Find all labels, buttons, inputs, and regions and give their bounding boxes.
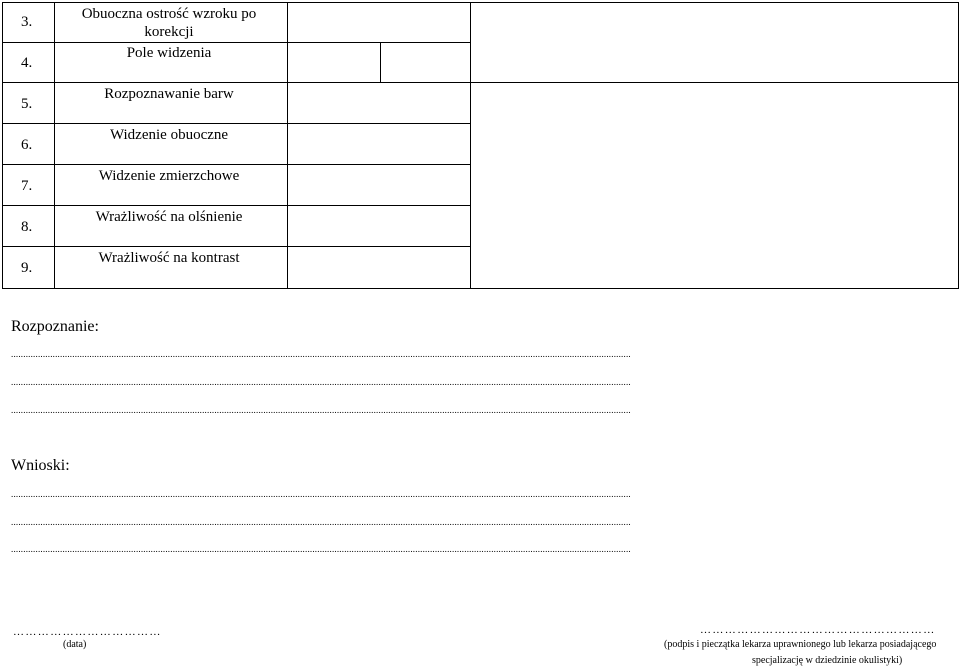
exam-label: Wrażliwość na kontrast xyxy=(98,250,240,266)
signature-label-continued: specjalizację w dziedzinie okulistyki) xyxy=(752,655,903,666)
row-number: 9. xyxy=(21,260,33,276)
conclusions-line[interactable]: ............................................................................................................................................................................................................................................................. xyxy=(11,489,631,499)
row-number: 7. xyxy=(21,178,33,194)
diagnosis-heading: Rozpoznanie: xyxy=(11,318,99,335)
table-row-divider xyxy=(2,246,470,247)
signature-field[interactable]: ………………………………………………… xyxy=(700,624,936,636)
conclusions-line[interactable]: ............................................................................................................................................................................................................................................................. xyxy=(11,544,631,554)
row-number: 3. xyxy=(21,14,33,30)
table-row-divider xyxy=(2,205,470,206)
date-field[interactable]: ……………………………… xyxy=(13,626,162,638)
exam-label: Rozpoznawanie barw xyxy=(104,86,234,102)
row-number: 5. xyxy=(21,96,33,112)
table-row-divider xyxy=(2,164,470,165)
diagnosis-line[interactable]: ............................................................................................................................................................................................................................................................. xyxy=(11,405,631,415)
signature-label: (podpis i pieczątka lekarza uprawnionego lub lekarza posiadającego xyxy=(664,639,937,650)
conclusions-line[interactable]: ............................................................................................................................................................................................................................................................. xyxy=(11,517,631,527)
table-row-divider xyxy=(2,82,959,83)
table-column-divider xyxy=(470,2,471,289)
table-column-divider xyxy=(380,42,381,82)
exam-label: Widzenie zmierzchowe xyxy=(98,168,240,184)
date-label: (data) xyxy=(63,639,87,650)
diagnosis-line[interactable]: ............................................................................................................................................................................................................................................................. xyxy=(11,349,631,359)
exam-label: Obuoczna ostrość wzroku po korekcji xyxy=(81,6,257,40)
conclusions-heading: Wnioski: xyxy=(11,457,70,474)
table-border-bottom xyxy=(2,288,959,289)
table-row-divider xyxy=(2,123,470,124)
table-row-divider xyxy=(2,42,470,43)
table-border-top xyxy=(2,2,959,3)
exam-label: Pole widzenia xyxy=(126,45,212,61)
table-border-right xyxy=(958,2,959,289)
row-number: 8. xyxy=(21,219,33,235)
exam-label: Widzenie obuoczne xyxy=(109,127,229,143)
diagnosis-line[interactable]: ............................................................................................................................................................................................................................................................. xyxy=(11,377,631,387)
exam-label: Wrażliwość na olśnienie xyxy=(95,209,243,225)
row-number: 4. xyxy=(21,55,33,71)
examination-table xyxy=(0,0,960,290)
row-number: 6. xyxy=(21,137,33,153)
